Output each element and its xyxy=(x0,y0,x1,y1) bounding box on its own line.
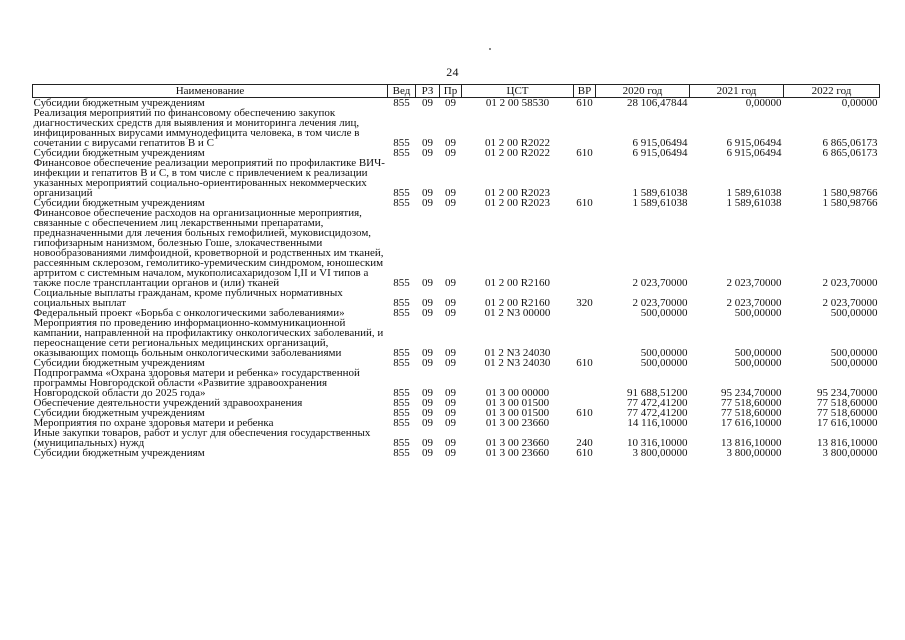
row-name: Субсидии бюджетным учреждениям xyxy=(33,147,205,159)
row-name: Субсидии бюджетным учреждениям xyxy=(33,407,205,419)
row-vr: 240 xyxy=(576,437,593,449)
row-rz: 09 xyxy=(422,437,433,449)
scan-speck xyxy=(489,48,491,50)
row-cst: 01 2 00 R2160 xyxy=(484,297,551,309)
row-vr xyxy=(574,308,596,318)
table-row xyxy=(33,208,880,288)
row-2022: 0,00000 xyxy=(841,97,878,109)
row-2022: 3 800,00000 xyxy=(822,447,878,459)
row-2020: 77 472,41200 xyxy=(627,397,688,409)
row-pr: 09 xyxy=(445,357,456,369)
row-2021: 95 234,70000 xyxy=(721,387,782,399)
row-pr: 09 xyxy=(445,447,456,459)
row-ved: 855 xyxy=(393,147,410,159)
row-vr xyxy=(574,418,596,428)
row-rz: 09 xyxy=(422,137,433,149)
row-2022: 13 816,10000 xyxy=(817,437,878,449)
row-2021: 13 816,10000 xyxy=(721,437,782,449)
row-name: Иные закупки товаров, работ и услуг для обеспечения государственных (муниципальных) нужд xyxy=(33,427,371,449)
row-rz: 09 xyxy=(422,347,433,359)
row-ved: 855 xyxy=(393,297,410,309)
row-vr xyxy=(574,208,596,288)
row-name: Мероприятия по проведению информационно-коммуникационной кампании, направленной на профилактику онкологических заболеваний, и переоснащение сети региональных медицинских организаций, оказывающих помощь больным онкологическими заболеваниями xyxy=(33,317,384,359)
row-pr: 09 xyxy=(445,297,456,309)
row-vr: 610 xyxy=(576,197,593,209)
row-name: Социальные выплаты гражданам, кроме публичных нормативных социальных выплат xyxy=(33,287,343,309)
row-2020: 2 023,70000 xyxy=(632,297,688,309)
row-cst: 01 3 00 23660 xyxy=(485,437,550,449)
table-row xyxy=(33,288,880,308)
row-2022: 17 616,10000 xyxy=(817,417,878,429)
table-row xyxy=(33,158,880,198)
row-pr: 09 xyxy=(445,277,456,289)
row-vr xyxy=(574,108,596,148)
row-cst: 01 3 00 23660 xyxy=(485,447,550,459)
row-2021: 77 518,60000 xyxy=(721,397,782,409)
row-cst: 01 3 00 01500 xyxy=(485,397,550,409)
row-pr: 09 xyxy=(445,437,456,449)
row-name: Субсидии бюджетным учреждениям xyxy=(33,357,205,369)
header-name: Наименование xyxy=(33,85,388,98)
row-2022: 6 865,06173 xyxy=(822,137,878,149)
row-2020: 10 316,10000 xyxy=(627,437,688,449)
row-2022: 95 234,70000 xyxy=(817,387,878,399)
row-cst: 01 2 00 R2160 xyxy=(484,277,551,289)
row-2022: 2 023,70000 xyxy=(822,297,878,309)
row-2022: 1 580,98766 xyxy=(822,187,878,199)
table-row xyxy=(33,108,880,148)
row-ved: 855 xyxy=(393,197,410,209)
table-body xyxy=(33,98,880,460)
row-2020: 28 106,47844 xyxy=(627,97,688,109)
row-cst: 01 2 N3 24030 xyxy=(484,357,551,369)
row-name: Субсидии бюджетным учреждениям xyxy=(33,97,205,109)
row-vr xyxy=(574,368,596,398)
row-2020: 2 023,70000 xyxy=(632,277,688,289)
row-cst: 01 2 00 58530 xyxy=(485,97,550,109)
row-pr: 09 xyxy=(445,187,456,199)
header-ved: Вед xyxy=(388,85,416,98)
row-2022: 500,00000 xyxy=(830,357,878,369)
row-rz: 09 xyxy=(422,447,433,459)
row-2020: 1 589,61038 xyxy=(632,187,688,199)
row-2022: 1 580,98766 xyxy=(822,197,878,209)
row-2020: 14 116,10000 xyxy=(627,417,688,429)
row-ved: 855 xyxy=(393,137,410,149)
header-2020: 2020 год xyxy=(596,85,690,98)
table-row xyxy=(33,428,880,448)
row-cst: 01 2 00 R2022 xyxy=(484,137,551,149)
row-2022: 6 865,06173 xyxy=(822,147,878,159)
header-pr: Пр xyxy=(440,85,462,98)
row-ved: 855 xyxy=(393,407,410,419)
row-name: Подпрограмма «Охрана здоровья матери и ребенка» государственной программы Новгородской области «Развитие здравоохранения Новгородской области до 2025 года» xyxy=(33,367,360,399)
row-ved: 855 xyxy=(393,187,410,199)
row-2021: 0,00000 xyxy=(745,97,782,109)
row-rz: 09 xyxy=(422,297,433,309)
row-ved: 855 xyxy=(393,357,410,369)
row-cst: 01 3 00 01500 xyxy=(485,407,550,419)
row-ved: 855 xyxy=(393,307,410,319)
row-ved: 855 xyxy=(393,387,410,399)
row-vr: 610 xyxy=(576,407,593,419)
row-cst: 01 2 00 R2023 xyxy=(484,197,551,209)
row-2021: 3 800,00000 xyxy=(726,447,782,459)
row-vr: 320 xyxy=(576,297,593,309)
row-rz: 09 xyxy=(422,417,433,429)
row-rz: 09 xyxy=(422,277,433,289)
row-2022: 500,00000 xyxy=(830,307,878,319)
row-cst: 01 2 N3 00000 xyxy=(484,307,551,319)
row-rz: 09 xyxy=(422,147,433,159)
row-name: Реализация мероприятий по финансовому обеспечению закупок диагностических средств для выявления и мониторинга лечения лиц, инфицированных вирусами иммунодефицита человека, в том числе в сочетании с вирусами гепатитов В и С xyxy=(33,107,360,149)
row-2022: 500,00000 xyxy=(830,347,878,359)
row-vr: 610 xyxy=(576,97,593,109)
row-rz: 09 xyxy=(422,357,433,369)
row-rz: 09 xyxy=(422,187,433,199)
row-rz: 09 xyxy=(422,307,433,319)
row-name: Мероприятия по охране здоровья матери и ребенка xyxy=(33,417,274,429)
row-vr xyxy=(574,318,596,358)
row-2021: 17 616,10000 xyxy=(721,417,782,429)
row-2021: 6 915,06494 xyxy=(726,147,782,159)
header-2021: 2021 год xyxy=(690,85,784,98)
header-rz: РЗ xyxy=(416,85,440,98)
row-rz: 09 xyxy=(422,407,433,419)
row-2021: 1 589,61038 xyxy=(726,197,782,209)
row-ved: 855 xyxy=(393,97,410,109)
row-2020: 1 589,61038 xyxy=(632,197,688,209)
row-pr: 09 xyxy=(445,147,456,159)
row-2021: 2 023,70000 xyxy=(726,297,782,309)
page-number: 24 xyxy=(446,65,459,79)
table-row xyxy=(33,448,880,459)
row-name: Финансовое обеспечение реализации мероприятий по профилактике ВИЧ-инфекции и гепатитов В и С, в том числе с привлечением к реализации указанных мероприятий социально-ориентированных некоммерческих организаций xyxy=(33,157,385,199)
row-rz: 09 xyxy=(422,397,433,409)
row-vr: 610 xyxy=(576,447,593,459)
row-pr: 09 xyxy=(445,397,456,409)
row-pr: 09 xyxy=(445,307,456,319)
row-cst: 01 3 00 23660 xyxy=(485,417,550,429)
row-name: Федеральный проект «Борьба с онкологическими заболеваниями» xyxy=(33,307,345,319)
row-2020: 3 800,00000 xyxy=(632,447,688,459)
row-cst: 01 2 N3 24030 xyxy=(484,347,551,359)
row-cst: 01 2 00 R2023 xyxy=(484,187,551,199)
row-name: Обеспечение деятельности учреждений здравоохранения xyxy=(33,397,303,409)
row-2020: 500,00000 xyxy=(640,347,688,359)
header-2022: 2022 год xyxy=(784,85,880,98)
table-row xyxy=(33,318,880,358)
row-2020: 6 915,06494 xyxy=(632,137,688,149)
row-ved: 855 xyxy=(393,417,410,429)
row-2021: 500,00000 xyxy=(734,357,782,369)
row-pr: 09 xyxy=(445,387,456,399)
table-row xyxy=(33,368,880,398)
row-2021: 1 589,61038 xyxy=(726,187,782,199)
row-2020: 91 688,51200 xyxy=(627,387,688,399)
row-pr: 09 xyxy=(445,417,456,429)
row-ved: 855 xyxy=(393,437,410,449)
row-2022: 2 023,70000 xyxy=(822,277,878,289)
row-2020: 77 472,41200 xyxy=(627,407,688,419)
row-pr: 09 xyxy=(445,347,456,359)
row-cst: 01 3 00 00000 xyxy=(485,387,550,399)
row-vr: 610 xyxy=(576,357,593,369)
header-vr: ВР xyxy=(574,85,596,98)
row-2021: 2 023,70000 xyxy=(726,277,782,289)
row-pr: 09 xyxy=(445,97,456,109)
row-2021: 500,00000 xyxy=(734,307,782,319)
row-ved: 855 xyxy=(393,447,410,459)
row-name: Субсидии бюджетным учреждениям xyxy=(33,447,205,459)
row-pr: 09 xyxy=(445,137,456,149)
row-ved: 855 xyxy=(393,397,410,409)
row-rz: 09 xyxy=(422,97,433,109)
row-2021: 6 915,06494 xyxy=(726,137,782,149)
row-cst: 01 2 00 R2022 xyxy=(484,147,551,159)
header-cst: ЦСТ xyxy=(462,85,574,98)
row-2022: 77 518,60000 xyxy=(817,407,878,419)
budget-table xyxy=(32,84,880,459)
row-name: Субсидии бюджетным учреждениям xyxy=(33,197,205,209)
row-vr xyxy=(574,158,596,198)
row-ved: 855 xyxy=(393,277,410,289)
row-rz: 09 xyxy=(422,387,433,399)
row-2020: 6 915,06494 xyxy=(632,147,688,159)
row-2022: 77 518,60000 xyxy=(817,397,878,409)
table-header-row xyxy=(33,85,880,98)
row-2021: 500,00000 xyxy=(734,347,782,359)
row-pr: 09 xyxy=(445,407,456,419)
row-pr: 09 xyxy=(445,197,456,209)
row-2020: 500,00000 xyxy=(640,307,688,319)
row-2021: 77 518,60000 xyxy=(721,407,782,419)
row-ved: 855 xyxy=(393,347,410,359)
row-vr: 610 xyxy=(576,147,593,159)
row-name: Финансовое обеспечение расходов на организационные мероприятия, связанные с обеспечением лиц лекарственными препаратами, предназначенными для лечения больных гемофилией, муковисцидозом, гипофизарным нанизмом, болезнью Гоше, злокачественными новообразованиями лимфоидной, кроветворной и родственных им тканей, рассеянным склерозом, гемолитико-уремическим синдромом, юношеским артритом с системным началом, мукополисахаридозом I,II и VI типов а также после трансплантации органов и (или) тканей xyxy=(33,207,384,289)
row-2020: 500,00000 xyxy=(640,357,688,369)
row-rz: 09 xyxy=(422,197,433,209)
